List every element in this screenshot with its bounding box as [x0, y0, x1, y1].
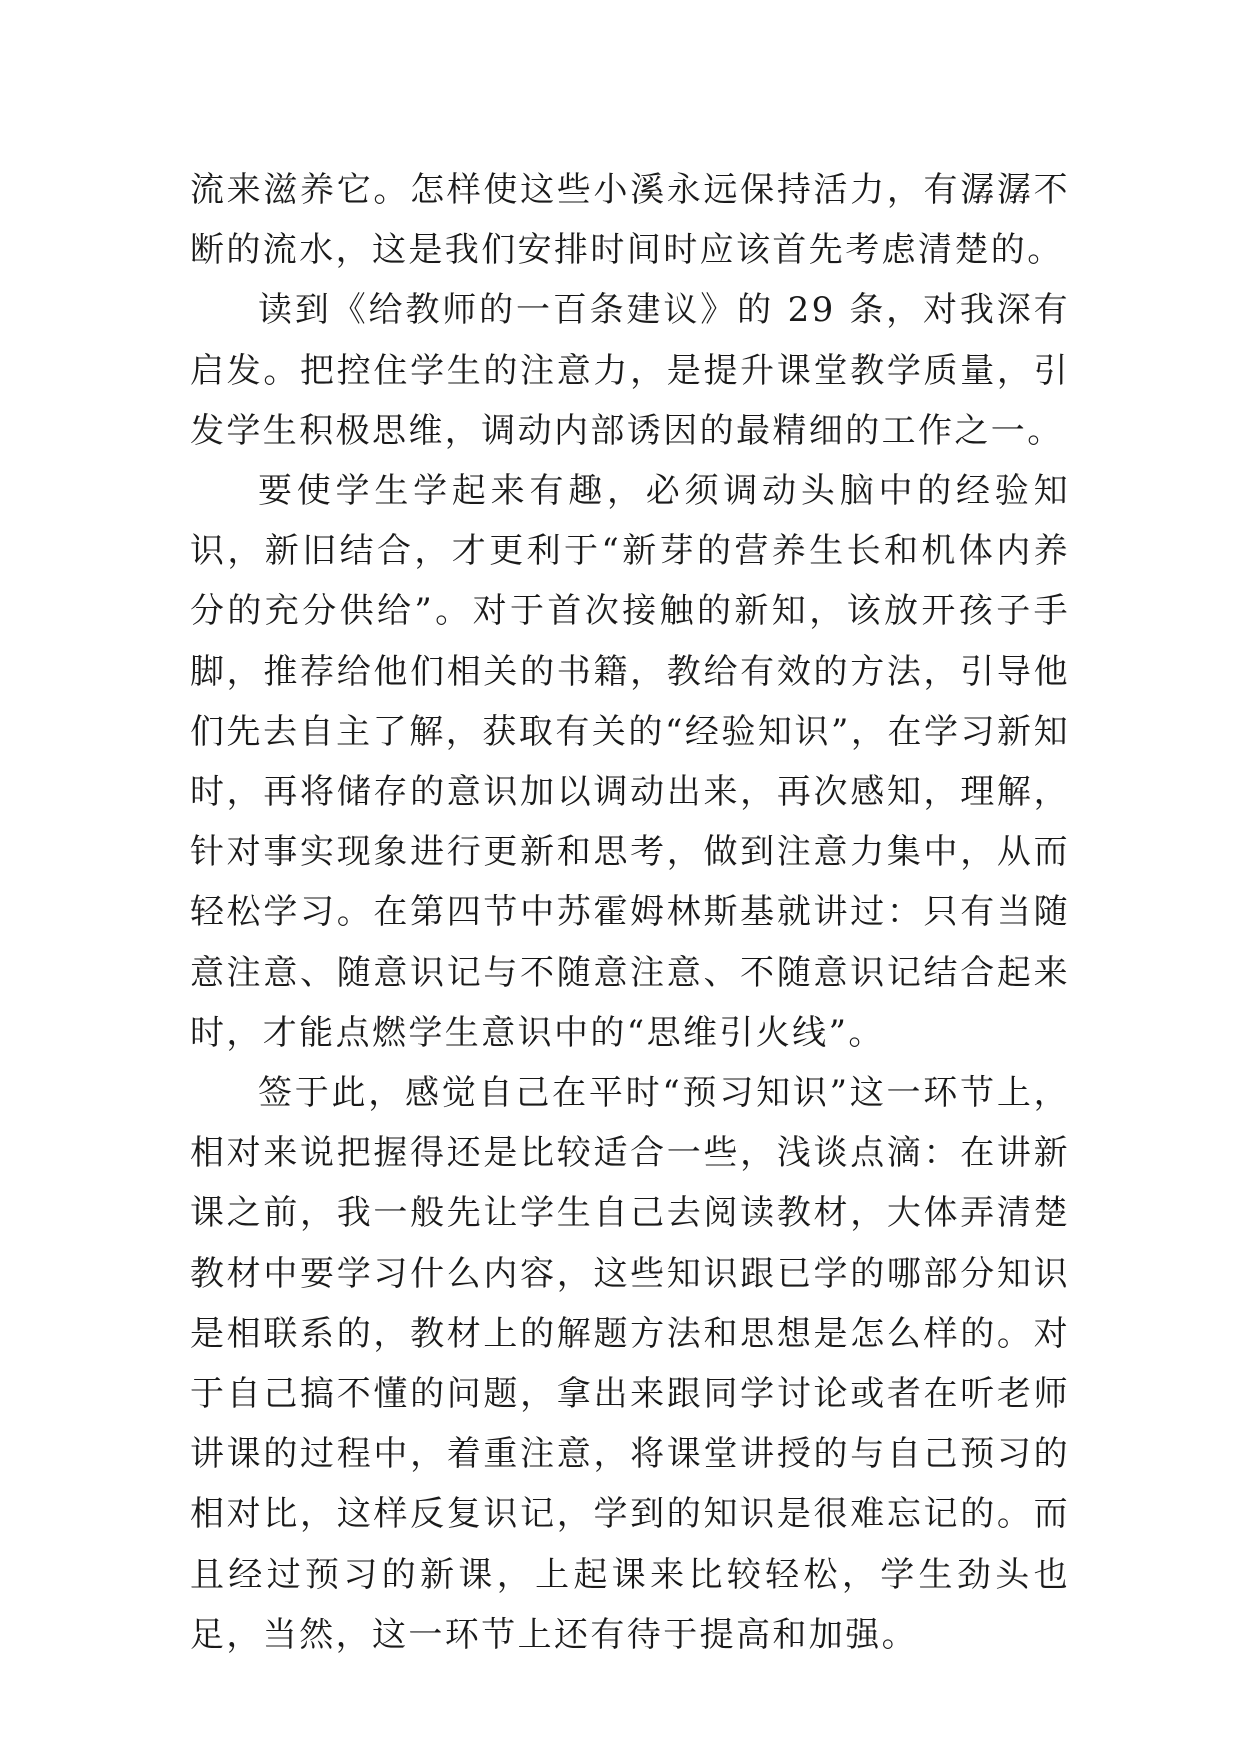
- paragraph-1: 流来滋养它。怎样使这些小溪永远保持活力，有潺潺不断的流水，这是我们安排时间时应该首先考虑清楚的。: [190, 170, 1070, 271]
- paragraph-2: 读到《给教师的一百条建议》的 29 条，对我深有启发。把控住学生的注意力，是提升课堂教学质量，引发学生积极思维，调动内部诱因的最精细的工作之一。: [190, 290, 1070, 451]
- body-text: [190, 160, 1070, 1665]
- paragraph-3: 要使学生学起来有趣，必须调动头脑中的经验知识，新旧结合，才更利于“新芽的营养生长和机体内养分的充分供给”。对于首次接触的新知，该放开孩子手脚，推荐给他们相关的书籍，教给有效的方法，引导他们先去自主了解，获取有关的“经验知识”，在学习新知时，再将储存的意识加以调动出来，再次感知，理解，针对事实现象进行更新和思考，做到注意力集中，从而轻松学习。在第四节中苏霍姆林斯基就讲过：只有当随意注意、随意识记与不随意注意、不随意识记结合起来时，才能点燃学生意识中的“思维引火线”。: [190, 471, 1070, 1053]
- paragraph-4: 签于此，感觉自己在平时“预习知识”这一环节上，相对来说把握得还是比较适合一些，浅谈点滴：在讲新课之前，我一般先让学生自己去阅读教材，大体弄清楚教材中要学习什么内容，这些知识跟已学的哪部分知识是相联系的，教材上的解题方法和思想是怎么样的。对于自己搞不懂的问题，拿出来跟同学讨论或者在听老师讲课的过程中，着重注意，将课堂讲授的与自己预习的相对比，这样反复识记，学到的知识是很难忘记的。而且经过预习的新课，上起课来比较轻松，学生劲头也足，当然，这一环节上还有待于提高和加强。: [190, 1073, 1070, 1655]
